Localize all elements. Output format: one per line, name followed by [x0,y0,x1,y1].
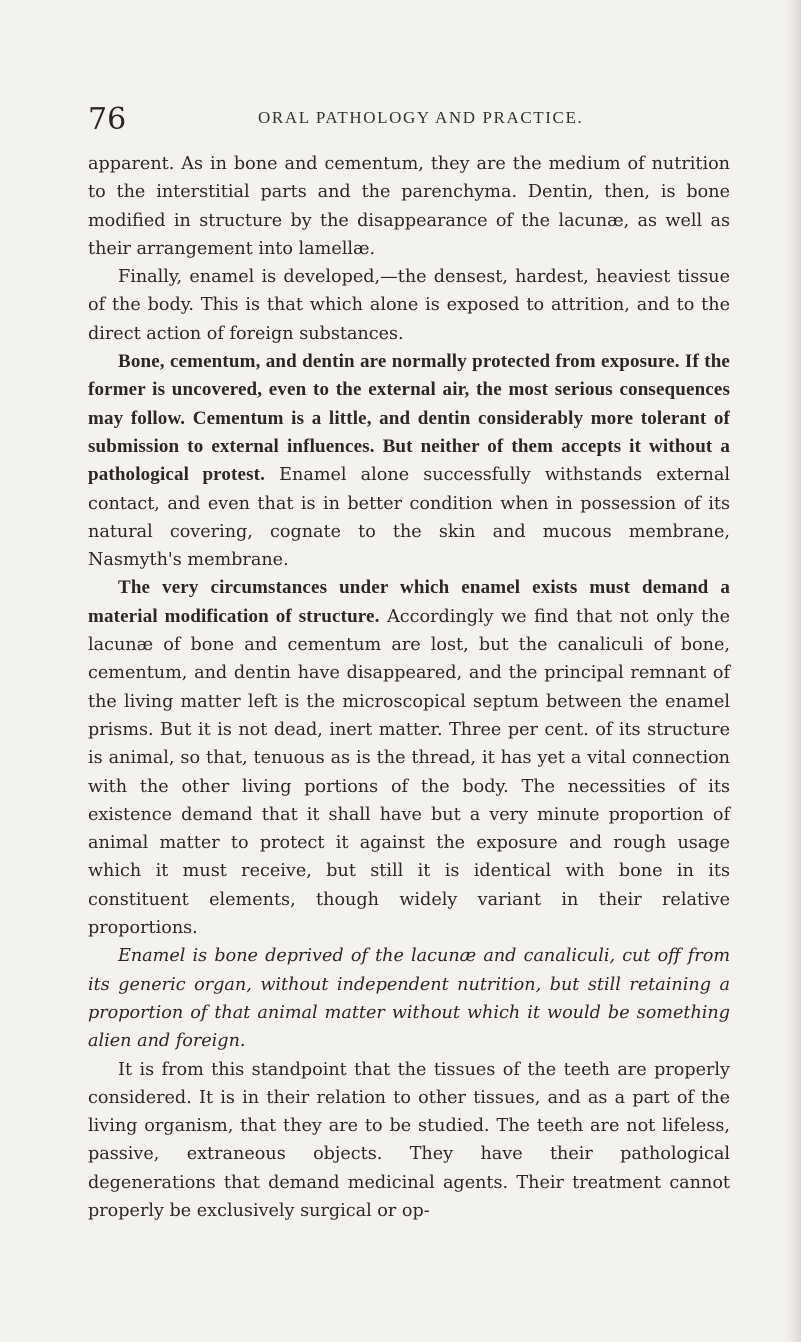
paragraph-3 [88,348,730,574]
paragraph-4-bold-text: The very circumstances under which enamel exists must demand a material modification of structure. [88,577,730,627]
page-edge-shadow [783,0,801,1342]
paragraph-4 [88,574,730,942]
paragraph-3-bold-text: Bone, cementum, and dentin are normally protected from exposure. If the former is uncovered, even to the external air, the most serious consequences may follow. Cementum is a little, and dentin considerably more tolerant of submission to external influences. But neither of them accepts it without a pathological protest. [88,351,730,486]
paragraph-2 [88,263,730,348]
page-number: 76 [88,102,127,137]
paragraph-3-text: Enamel alone successfully withstands external contact, and even that is in better condition when in possession of its natural covering, cognate to the skin and mucous membrane, Nasmyth's membrane. [88,465,730,571]
paragraph-2-text: Finally, enamel is developed,—the densest, hardest, heaviest tissue of the body. This is that which alone is exposed to attrition, and to the direct action of foreign substances. [88,267,730,344]
running-head: ORAL PATHOLOGY AND PRACTICE. [258,108,584,127]
paragraph-5 [88,942,730,1055]
paragraph-1 [88,150,730,263]
body-text [88,150,730,1225]
paragraph-6 [88,1056,730,1226]
paragraph-5-italic-text: Enamel is bone deprived of the lacunæ and canaliculi, cut off from its generic organ, without independent nutrition, but still retaining a proportion of that animal matter without which it would be something alien and foreign. [88,946,730,1052]
page-header [88,100,728,140]
paragraph-4-text: Accordingly we find that not only the lacunæ of bone and cementum are lost, but the canaliculi of bone, cementum, and dentin have disappeared, and the principal remnant of the living matter left is the microscopical septum between the enamel prisms. But it is not dead, inert matter. Three per cent. of its structure is animal, so that, tenuous as is the thread, it has yet a vital connection with the other living portions of the body. The necessities of its existence demand that it shall have but a very minute proportion of animal matter to protect it against the exposure and rough usage which it must receive, but still it is identical with bone in its constituent elements, though widely variant in their relative proportions. [88,606,730,939]
paragraph-6-text: It is from this standpoint that the tissues of the teeth are properly considered. It is in their relation to other tissues, and as a part of the living organism, that they are to be studied. The teeth are not lifeless, passive, extraneous objects. They have their pathological degenerations that demand medicinal agents. Their treatment cannot properly be exclusively surgical or op- [88,1059,730,1221]
paragraph-1-text: apparent. As in bone and cementum, they are the medium of nutrition to the interstitial parts and the parenchyma. Dentin, then, is bone modified in structure by the disappearance of the lacunæ, as well as their arrangement into lamellæ. [88,154,730,259]
